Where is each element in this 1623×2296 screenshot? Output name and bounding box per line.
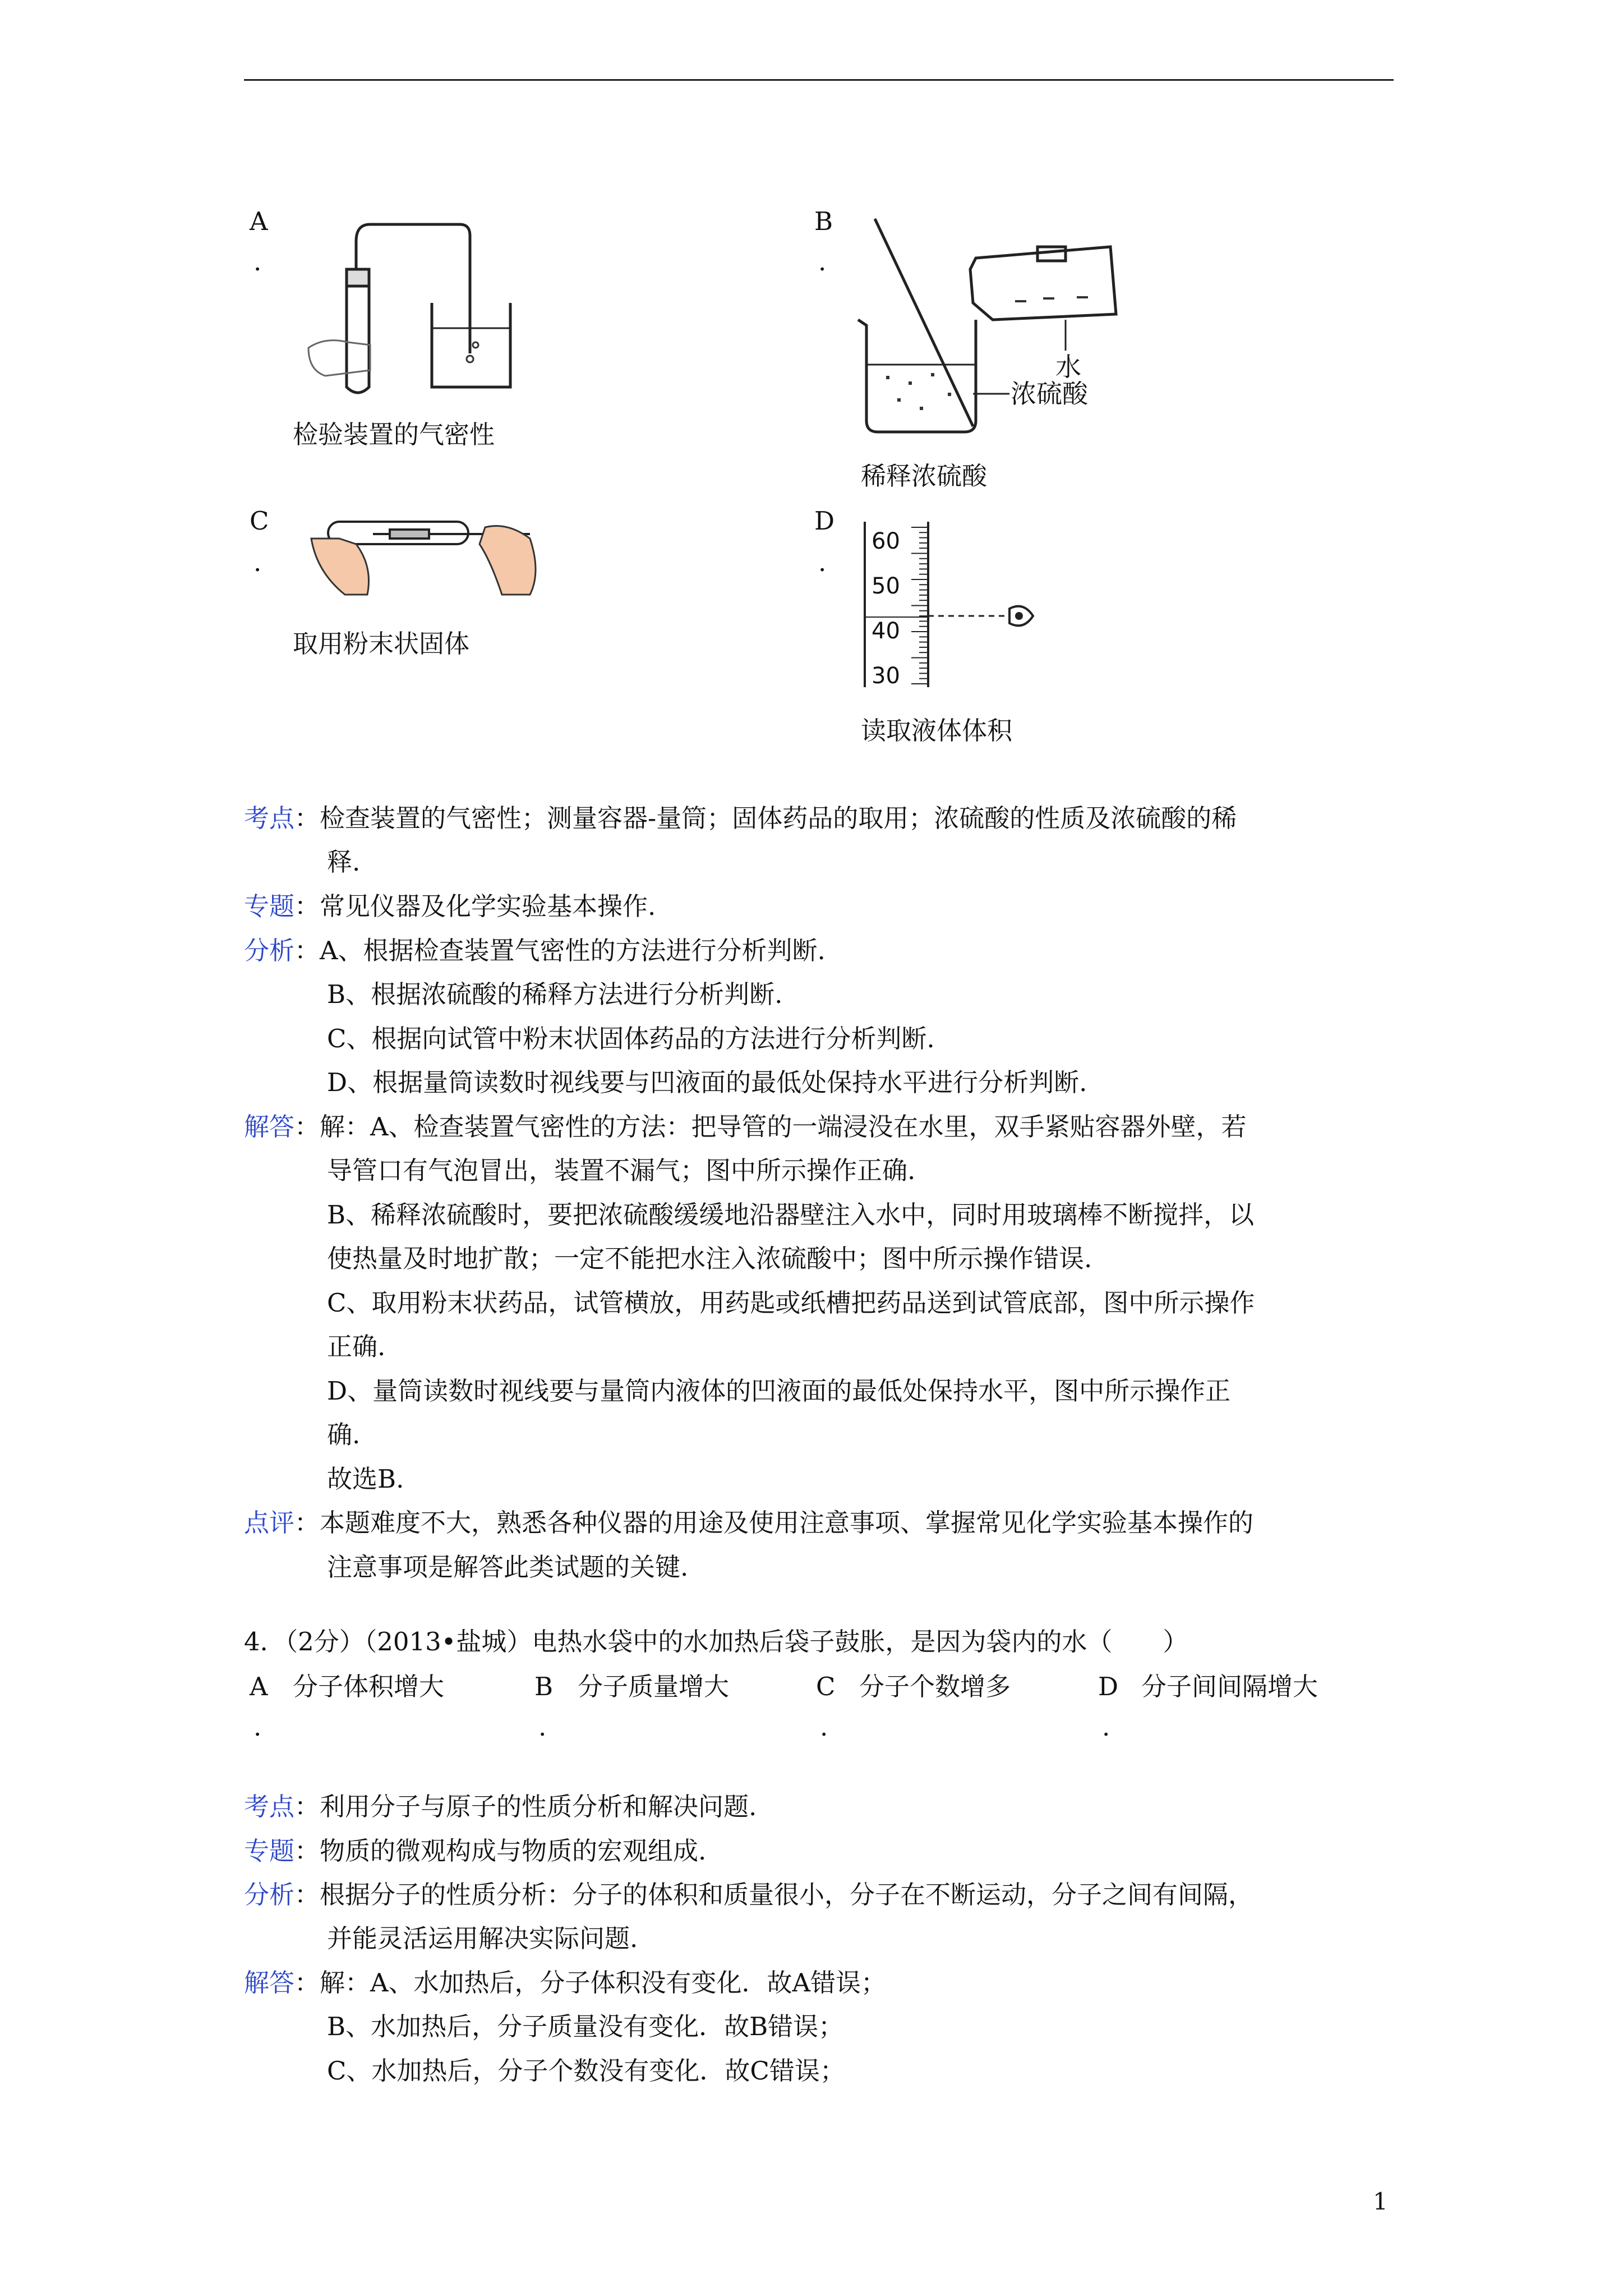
- q3-dianping-text: ：本题难度不大，熟悉各种仪器的用途及使用注意事项、掌握常见化学实验基本操作的: [294, 1508, 1254, 1538]
- option-c-letter: C: [250, 506, 269, 536]
- q4-choice-a-dot: .: [253, 1712, 262, 1742]
- q3-kaodian-line: [244, 803, 1237, 833]
- q4-stem: 4．（2分）（2013•盐城）电热水袋中的水加热后袋子鼓胀，是因为袋内的水（ ）: [244, 1627, 1188, 1657]
- q3-jieda-text: ：解：A、检查装置气密性的方法：把导管的一端浸没在水里，双手紧贴容器外壁，若: [294, 1112, 1247, 1142]
- q3-dianping-line: [244, 1508, 1254, 1538]
- q3-fenxi-label: 分析: [244, 936, 295, 965]
- q3-fenxi-text: ：A、根据检查装置气密性的方法进行分析判断.: [294, 936, 826, 965]
- q4-choice-d-letter: D: [1098, 1672, 1119, 1701]
- q3-dianping-label: 点评: [244, 1508, 295, 1538]
- q4-zhuanti-label: 专题: [244, 1836, 295, 1866]
- q3-fenxi-d: D、根据量筒读数时视线要与凹液面的最低处保持水平进行分析判断.: [327, 1068, 1087, 1097]
- dilute-acid-figure: [852, 213, 1133, 438]
- q4-choice-b-dot: .: [538, 1712, 547, 1742]
- option-c-caption: 取用粉末状固体: [293, 629, 470, 659]
- q4-jieda-2: B、水加热后，分子质量没有变化．故B错误；: [327, 2012, 844, 2041]
- tick-label-40: 40: [872, 618, 900, 644]
- q3-jieda-label: 解答: [244, 1112, 295, 1142]
- option-d-dot: .: [818, 547, 827, 577]
- option-b-letter: B: [814, 206, 833, 236]
- q3-jieda-8: 确.: [327, 1420, 361, 1450]
- water-label: 水: [1055, 352, 1081, 382]
- q3-jieda-5: C、取用粉末状药品，试管横放，用药匙或纸槽把药品送到试管底部，图中所示操作: [327, 1288, 1255, 1318]
- q3-jieda-4: 使热量及时地扩散；一定不能把水注入浓硫酸中；图中所示操作错误.: [327, 1244, 1092, 1273]
- tick-label-50: 50: [872, 573, 900, 599]
- q3-zhuanti-label: 专题: [244, 891, 295, 921]
- tick-label-60: 60: [872, 528, 900, 554]
- option-b-dot: .: [818, 247, 827, 277]
- airtightness-apparatus-figure: [292, 208, 538, 398]
- option-a-letter: A: [250, 206, 268, 236]
- option-d-caption: 读取液体体积: [861, 716, 1013, 746]
- q3-jieda-9: 故选B.: [327, 1464, 404, 1494]
- q4-jieda-line: [244, 1968, 887, 1998]
- q3-jieda-7: D、量筒读数时视线要与量筒内液体的凹液面的最低处保持水平，图中所示操作正: [327, 1376, 1231, 1406]
- q4-zhuanti-text: ：物质的微观构成与物质的宏观组成.: [294, 1836, 707, 1866]
- option-b-caption: 稀释浓硫酸: [861, 461, 988, 491]
- option-a-caption: 检验装置的气密性: [293, 420, 495, 449]
- q3-zhuanti-line: [244, 891, 656, 921]
- header-rule: [244, 79, 1394, 81]
- option-a-dot: .: [253, 247, 262, 277]
- q4-fenxi-text: ：根据分子的性质分析：分子的体积和质量很小，分子在不断运动，分子之间有间隔，: [294, 1880, 1254, 1910]
- q4-jieda-label: 解答: [244, 1968, 295, 1998]
- q3-kaodian-cont: 释.: [327, 847, 361, 877]
- powder-sampling-figure: [306, 505, 552, 606]
- q4-kaodian-label: 考点: [244, 1792, 295, 1821]
- q3-jieda-6: 正确.: [327, 1332, 386, 1361]
- q4-choice-a-letter: A: [250, 1672, 268, 1701]
- q4-choice-c-text: 分子个数增多: [859, 1672, 1011, 1701]
- q3-fenxi-b: B、根据浓硫酸的稀释方法进行分析判断.: [327, 979, 783, 1009]
- q4-choice-c-letter: C: [816, 1672, 836, 1701]
- q4-jieda-text: ：解：A、水加热后，分子体积没有变化．故A错误；: [294, 1968, 887, 1998]
- q4-fenxi-label: 分析: [244, 1880, 295, 1910]
- q4-choice-b-letter: B: [534, 1672, 554, 1701]
- option-d-letter: D: [814, 506, 835, 536]
- q3-jieda-2: 导管口有气泡冒出，装置不漏气；图中所示操作正确.: [327, 1156, 916, 1185]
- q4-kaodian-line: [244, 1794, 757, 1819]
- option-c-dot: .: [253, 547, 262, 577]
- q4-zhuanti-line: [244, 1838, 706, 1864]
- q4-choice-d-dot: .: [1102, 1712, 1110, 1742]
- q3-zhuanti-text: ：常见仪器及化学实验基本操作.: [294, 891, 656, 921]
- q3-kaodian-text: ：检查装置的气密性；测量容器-量筒；固体药品的取用；浓硫酸的性质及浓硫酸的稀: [294, 803, 1237, 833]
- q4-jieda-3: C、水加热后，分子个数没有变化．故C错误；: [327, 2056, 845, 2086]
- q4-choice-a-text: 分子体积增大: [293, 1672, 445, 1701]
- q4-choice-c-dot: .: [820, 1712, 828, 1742]
- q3-fenxi-c: C、根据向试管中粉末状固体药品的方法进行分析判断.: [327, 1024, 935, 1053]
- q3-jieda-line: [244, 1112, 1247, 1142]
- graduated-cylinder-figure: [858, 516, 1043, 696]
- q4-fenxi-2: 并能灵活运用解决实际问题.: [327, 1924, 638, 1953]
- q3-fenxi-line: [244, 938, 826, 963]
- q4-choice-d-text: 分子间间隔增大: [1141, 1672, 1318, 1701]
- q4-kaodian-text: ：利用分子与原子的性质分析和解决问题.: [294, 1792, 757, 1821]
- q4-fenxi-line: [244, 1880, 1254, 1910]
- q3-dianping-2: 注意事项是解答此类试题的关键.: [327, 1552, 689, 1582]
- q3-kaodian-label: 考点: [244, 803, 295, 833]
- q3-jieda-3: B、稀释浓硫酸时，要把浓硫酸缓缓地沿器壁注入水中，同时用玻璃棒不断搅拌，以: [327, 1200, 1255, 1230]
- q4-choice-b-text: 分子质量增大: [578, 1672, 730, 1701]
- tick-label-30: 30: [872, 663, 900, 689]
- acid-label: 浓硫酸: [1011, 379, 1088, 409]
- page-number: 1: [1373, 2188, 1388, 2215]
